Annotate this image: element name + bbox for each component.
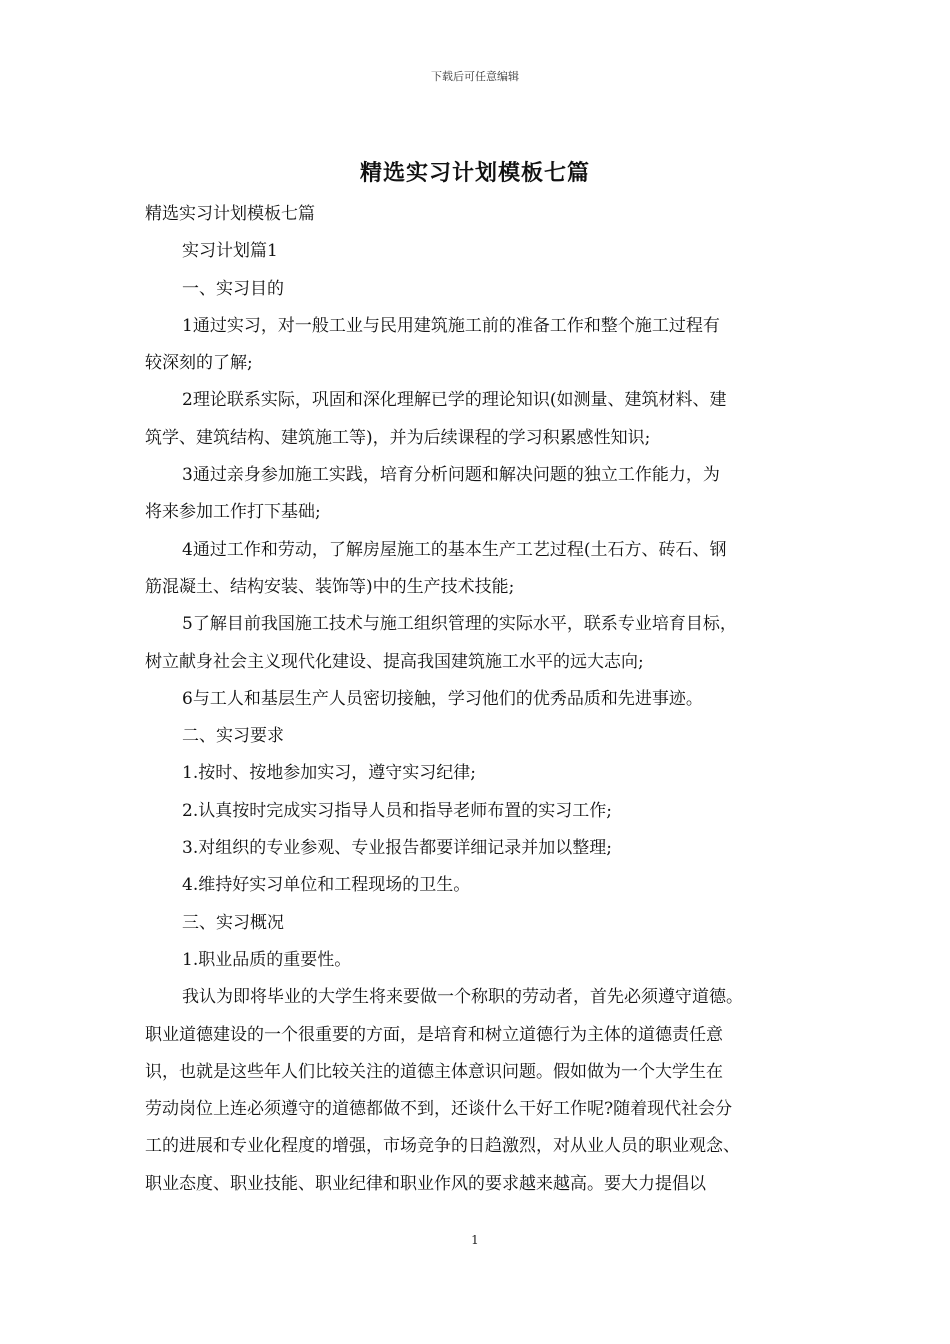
paragraph-line: 三、实习概况 [182,912,284,933]
document-title: 精选实习计划模板七篇 [359,160,590,186]
paragraph-line: 实习计划篇1 [182,241,278,262]
paragraph-line: 6与工人和基层生产人员密切接触，学习他们的优秀品质和先进事迹。 [182,688,703,709]
paragraph-line: 1通过实习，对一般工业与民用建筑施工前的准备工作和整个施工过程有 [182,315,720,336]
paragraph-line: 1.按时、按地参加实习，遵守实习纪律; [182,763,476,784]
paragraph-line: 筑学、建筑结构、建筑施工等)，并为后续课程的学习积累感性知识; [145,427,651,448]
paragraph-line: 职业道德建设的一个很重要的方面，是培育和树立道德行为主体的道德责任意 [145,1024,723,1045]
paragraph-line: 将来参加工作打下基础; [145,502,321,523]
paragraph-line: 5了解目前我国施工技术与施工组织管理的实际水平，联系专业培育目标， [182,614,737,635]
download-note-header: 下载后可任意编辑 [431,70,519,83]
paragraph-line: 2.认真按时完成实习指导人员和指导老师布置的实习工作; [182,800,612,821]
paragraph-line: 较深刻的了解; [145,353,253,374]
paragraph-line: 识，也就是这些年人们比较关注的道德主体意识问题。假如做为一个大学生在 [145,1061,723,1082]
paragraph-line: 3通过亲身参加施工实践，培育分析问题和解决问题的独立工作能力，为 [182,465,720,486]
paragraph-line: 3.对组织的专业参观、专业报告都要详细记录并加以整理; [182,838,612,859]
paragraph-line: 工的进展和专业化程度的增强，市场竞争的日趋激烈，对从业人员的职业观念、 [145,1136,740,1157]
paragraph-line: 筋混凝土、结构安装、装饰等)中的生产技术技能; [145,576,515,597]
document-body [145,196,810,1203]
paragraph-line: 我认为即将毕业的大学生将来要做一个称职的劳动者，首先必须遵守道德。 [182,987,743,1008]
paragraph-line: 4通过工作和劳动，了解房屋施工的基本生产工艺过程(土石方、砖石、钢 [182,539,727,560]
paragraph-line: 精选实习计划模板七篇 [145,204,315,224]
paragraph-line: 树立献身社会主义现代化建设、提高我国建筑施工水平的远大志向; [145,651,644,672]
page-number: 1 [471,1233,479,1247]
paragraph-line: 一、实习目的 [182,278,284,299]
paragraph-line: 1.职业品质的重要性。 [182,949,352,970]
paragraph-line: 劳动岗位上连必须遵守的道德都做不到，还谈什么干好工作呢?随着现代社会分 [145,1099,733,1120]
paragraph-line: 2理论联系实际，巩固和深化理解已学的理论知识(如测量、建筑材料、建 [182,390,727,411]
paragraph-line: 职业态度、职业技能、职业纪律和职业作风的要求越来越高。要大力提倡以 [145,1173,706,1194]
paragraph-line: 二、实习要求 [182,726,284,747]
paragraph-line: 4.维持好实习单位和工程现场的卫生。 [182,875,471,896]
